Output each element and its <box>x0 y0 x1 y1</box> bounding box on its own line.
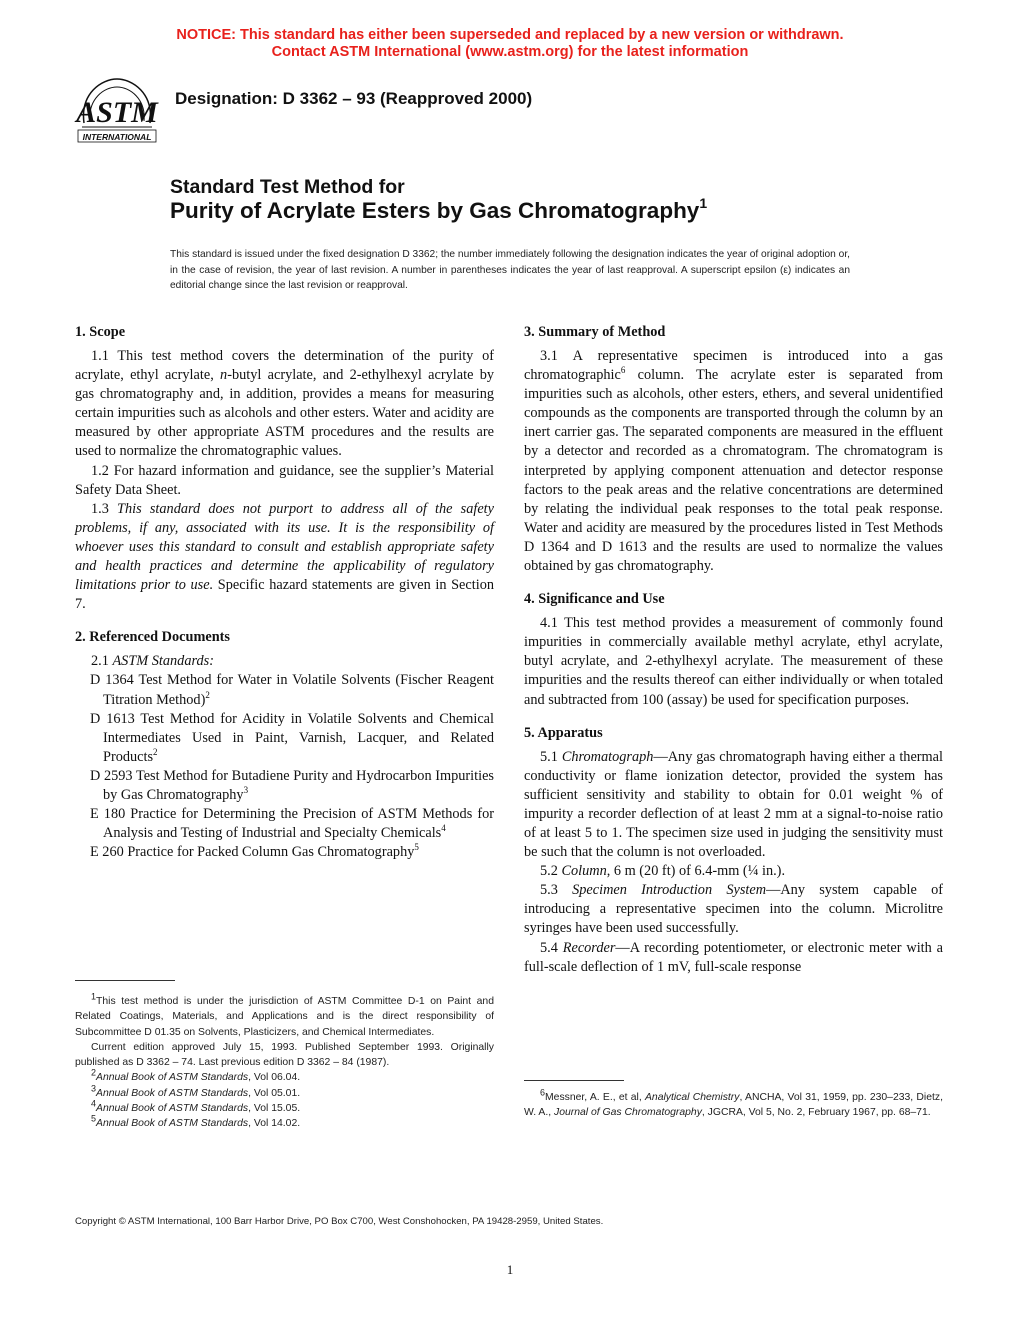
footnote-mark: 6 <box>620 365 626 376</box>
title-main: Purity of Acrylate Esters by Gas Chromatography <box>170 198 700 223</box>
footnote-mark: 2 <box>205 689 210 700</box>
text-italic: Chromatograph <box>561 748 654 765</box>
paragraph-4-1: 4.1 This test method provides a measurement of commonly found impurities in commercially available methyl acrylate, ethyl acrylate, butyl acrylate, and 2-ethylhexyl acrylate. The measurement of these impurities and the results thereof can either individually or when totaled and subtracted from 100 (assay) be used for specification purposes. <box>524 615 943 708</box>
notice-line-2: Contact ASTM International (www.astm.org) for the latest information <box>271 44 749 60</box>
designation: Designation: D 3362 – 93 (Reapproved 2000) <box>175 89 533 108</box>
reference-d2593 <box>75 767 494 805</box>
text: -butyl acrylate, and 2-ethylhexyl acrylate by gas chromatography and, in addition, provides a means for measuring certain impurities such as alcohols and other esters. Water and acidity are measured by other appropriate ASTM procedures and the results are used to normalize the chromatographic values. <box>75 367 494 460</box>
reference-e260 <box>75 843 494 862</box>
footnote-text: , Vol 15.05. <box>248 1103 301 1115</box>
title-line-1: Standard Test Method for <box>170 176 405 198</box>
footnote-text: This test method is under the jurisdiction of ASTM Committee D-1 on Paint and Related Coatings, Materials, and Applications and is the direct responsibility of Subcommittee D 01.35 on Solvents, Plasticizers, and Chemical Intermediates. <box>75 996 494 1038</box>
astm-logo-graphic <box>72 75 162 150</box>
section-1-heading: 1. Scope <box>75 324 126 340</box>
footnote-title: Annual Book of ASTM Standards <box>96 1118 249 1130</box>
notice-line-1: NOTICE: This standard has either been superseded and replaced by a new version or withdrawn. <box>176 27 844 43</box>
reference-text: E 260 Practice for Packed Column Gas Chromatography <box>90 844 415 861</box>
copyright-line: Copyright © ASTM International, 100 Barr Harbor Drive, PO Box C700, West Conshohocken, PA 19428-2959, United States. <box>75 1216 604 1227</box>
footnote-rule-right <box>524 1080 624 1081</box>
text: Specific hazard statements are given in Section 7. <box>75 577 494 613</box>
reference-text: D 1364 Test Method for Water in Volatile Solvents (Fischer Reagent Titration Method) <box>90 672 494 708</box>
reference-d1613 <box>75 710 494 767</box>
text: —A recording potentiometer, or electronic meter with a full-scale deflection of 1 mV, full-scale response <box>524 939 943 975</box>
paragraph-1-2: 1.2 For hazard information and guidance, see the supplier’s Material Safety Data Sheet. <box>75 462 494 498</box>
section-5-heading: 5. Apparatus <box>524 724 603 741</box>
footnote-mark: 1 <box>91 991 97 1002</box>
footnote-1-edition: Current edition approved July 15, 1993. Published September 1993. Originally published as D 3362 – 74. Last previous edition D 3362 – 84 (1987). <box>75 1041 494 1069</box>
footnotes-right <box>524 1087 943 1121</box>
footnote-text: , Vol 05.01. <box>248 1087 301 1099</box>
footnote-mark: 3 <box>243 785 249 796</box>
footnote-text: , Vol 14.02. <box>248 1118 301 1130</box>
text-italic: This standard does not purport to address all of the safety problems, if any, associated with its use. It is the responsibility of whoever uses this standard to consult and establish appropriate safety and health practices and determine the applicability of regulatory limitations prior to use. <box>75 500 494 594</box>
footnotes-left <box>75 991 494 1132</box>
paragraph-2-1 <box>75 652 494 671</box>
reference-e180 <box>75 805 494 843</box>
footnote-2 <box>75 1070 494 1085</box>
withdrawal-notice <box>0 27 1020 61</box>
footnote-text: , Vol 06.04. <box>248 1072 301 1084</box>
footnote-text: , JGCRA, Vol 5, No. 2, February 1967, pp. 68–71. <box>701 1107 931 1119</box>
section-4-heading: 4. Significance and Use <box>524 591 665 608</box>
reference-text: E 180 Practice for Determining the Precision of ASTM Methods for Analysis and Testing of Industrial and Specialty Chemicals <box>90 806 494 842</box>
footnote-title: Annual Book of ASTM Standards <box>96 1087 249 1099</box>
paragraph-5-4 <box>524 939 943 977</box>
paragraph-1-1 <box>75 347 494 462</box>
footnote-mark: 5 <box>414 842 419 853</box>
footnote-mark: 4 <box>91 1098 97 1109</box>
text: 1.1 This test method covers the determination of the purity of acrylate, ethyl acrylate, <box>75 348 494 384</box>
footnote-rule-left <box>75 980 175 981</box>
text-italic: Recorder <box>562 939 616 956</box>
footnote-1 <box>75 991 494 1040</box>
text: —Any gas chromatograph having either a thermal conductivity or flame ionization detector, provided the system has sufficient sensitivity and stability to obtain for 0.01 weight % of impurity a recorder deflection of at least 2 mm at a signal-to-noise ratio of at least 5 to 1. The specimen size used in judging the sensitivity must be such that the column is not overloaded. <box>524 748 943 861</box>
footnote-6 <box>524 1087 943 1121</box>
text: 5.1 <box>540 748 562 765</box>
footnote-text: , ANCHA, Vol 31, 1959, pp. 230–233, Dietz, W. A., <box>524 1092 943 1119</box>
reference-d1364 <box>75 671 494 709</box>
footnote-mark: 5 <box>91 1113 97 1124</box>
reference-text: D 2593 Test Method for Butadiene Purity and Hydrocarbon Impurities by Gas Chromatography <box>90 767 494 803</box>
text: 5.4 <box>540 939 563 956</box>
footnote-title: Journal of Gas Chromatography <box>554 1107 702 1119</box>
footnote-mark: 2 <box>153 747 158 758</box>
issuance-statement: This standard is issued under the fixed designation D 3362; the number immediately following the designation indicates the year of original adoption or, in the case of revision, the year of last revision. A number in parentheses indicates the year of last reapproval. A superscript epsilon (ε) indicates an editorial change since the last revision or reapproval. <box>170 249 850 291</box>
footnote-mark: 4 <box>441 823 446 834</box>
left-column <box>75 322 494 862</box>
footnote-4 <box>75 1098 494 1116</box>
section-2-heading: 2. Referenced Documents <box>75 629 230 646</box>
logo-subtext: INTERNATIONAL <box>82 132 152 142</box>
paragraph-3-1 <box>524 347 943 576</box>
footnote-mark: 2 <box>91 1068 97 1079</box>
text: 5.3 <box>540 882 573 899</box>
title-line-2 <box>170 194 708 224</box>
text: 2.1 <box>91 653 113 670</box>
page-number: 1 <box>506 1262 514 1277</box>
footnote-3 <box>75 1083 494 1101</box>
paragraph-5-3 <box>524 881 943 938</box>
section-3-heading: 3. Summary of Method <box>524 324 666 340</box>
astm-logo <box>72 75 162 150</box>
right-column <box>524 322 943 977</box>
footnote-title: Annual Book of ASTM Standards <box>96 1072 249 1084</box>
footnote-title: Annual Book of ASTM Standards <box>96 1103 249 1115</box>
text: , 6 m (20 ft) of 6.4-mm (¼ in.). <box>606 863 786 880</box>
paragraph-5-1 <box>524 748 943 863</box>
text: 5.2 <box>540 863 562 880</box>
reference-text: D 1613 Test Method for Acidity in Volatile Solvents and Chemical Intermediates Used in Paint, Varnish, Lacquer, and Related Products <box>90 710 494 765</box>
footnote-mark: 6 <box>540 1087 546 1098</box>
footnote-mark: 3 <box>91 1083 97 1094</box>
logo-letters: ASTM <box>76 96 158 129</box>
text-italic: ASTM Standards: <box>112 653 214 670</box>
footnote-title: Analytical Chemistry <box>644 1092 740 1103</box>
text-italic: n <box>220 367 228 384</box>
text-italic: Specimen Introduction System <box>572 882 767 899</box>
paragraph-5-2 <box>524 862 943 881</box>
text: 1.3 <box>91 500 118 517</box>
text-italic: Column <box>561 863 607 880</box>
text: —Any system capable of introducing a representative specimen into the column. Microlitre syringes have been used successfully. <box>524 882 944 937</box>
footnote-5 <box>75 1113 494 1131</box>
text: column. The acrylate ester is separated from impurities such as alcohols, other esters, ethers, and several unidentified compounds as the components are transported through the column by an inert carrier gas. The separated components are measured in the effluent by a detector and recorded as a chromatogram. The chromatogram is interpreted by applying component attenuation and detector response factors to the peak areas and the relative concentrations are determined by relating the individual peak responses to the total peak response. Water and acidity are measured by the procedures listed in Test Methods D 1364 and D 1613 and the results are used to normalize the values obtained by gas chromatography. <box>524 367 943 575</box>
paragraph-1-3 <box>75 500 494 615</box>
text: 3.1 A representative specimen is introduced into a gas chromatographic <box>524 348 943 384</box>
title-footnote-mark: 1 <box>699 194 708 211</box>
footnote-text: Messner, A. E., et al, <box>545 1092 645 1103</box>
